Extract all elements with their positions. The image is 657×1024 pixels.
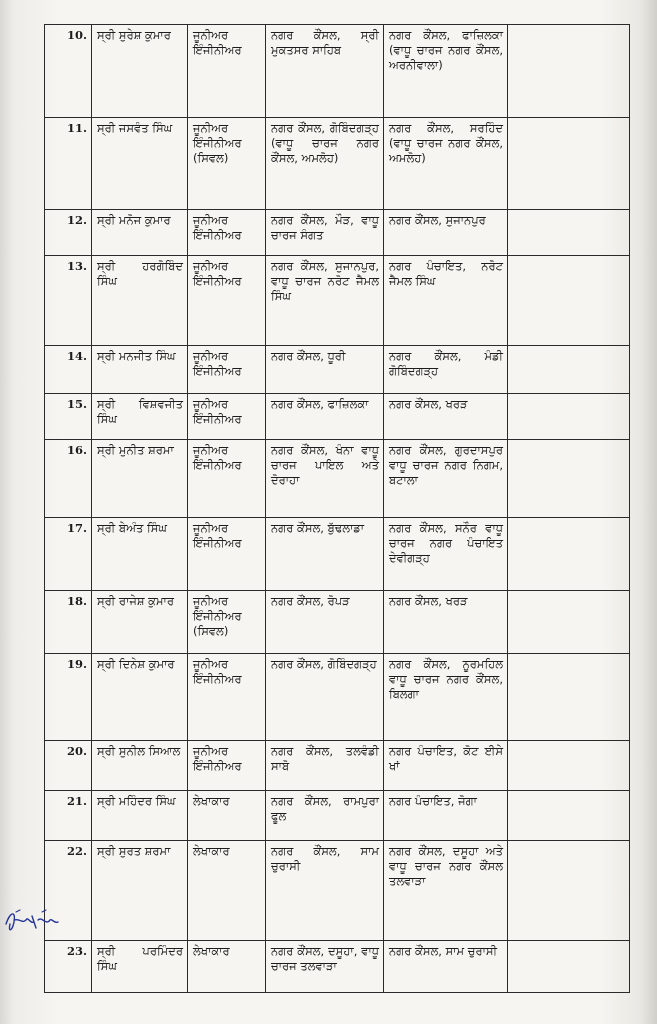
table-row: [45, 654, 630, 741]
officer-name: ਸ੍ਰੀ ਮੁਨੀਤ ਸ਼ਰਮਾ: [92, 440, 188, 518]
table-row: [45, 741, 630, 791]
table-row: [45, 440, 630, 518]
remarks-cell: [508, 841, 630, 941]
current-posting: ਨਗਰ ਕੌਂਸਲ, ਮੌੜ, ਵਾਧੂ ਚਾਰਜ ਸੰਗਤ: [266, 210, 384, 256]
serial-number: 10.: [45, 25, 92, 118]
officer-name: ਸ੍ਰੀ ਮਹਿੰਦਰ ਸਿੰਘ: [92, 791, 188, 841]
designation: ਲੇਖਾਕਾਰ: [188, 791, 266, 841]
designation: ਜੂਨੀਅਰ ਇੰਜੀਨੀਅਰ: [188, 256, 266, 346]
new-posting: ਨਗਰ ਕੌਂਸਲ, ਸਾਮ ਚੁਰਾਸੀ: [384, 941, 508, 993]
current-posting: ਨਗਰ ਕੌਂਸਲ, ਰੋਪੜ: [266, 591, 384, 654]
new-posting: ਨਗਰ ਕੌਂਸਲ, ਮੰਡੀ ਗੋਬਿੰਦਗੜ੍ਹ: [384, 346, 508, 394]
officer-name: ਸ੍ਰੀ ਸੁਰਤ ਸ਼ਰਮਾ: [92, 841, 188, 941]
designation: ਜੂਨੀਅਰ ਇੰਜੀਨੀਅਰ (ਸਿਵਲ): [188, 591, 266, 654]
designation: ਜੂਨੀਅਰ ਇੰਜੀਨੀਅਰ: [188, 25, 266, 118]
serial-number: 11.: [45, 118, 92, 210]
new-posting: ਨਗਰ ਕੌਂਸਲ, ਨੂਰਮਹਿਲ ਵਾਧੂ ਚਾਰਜ ਨਗਰ ਕੌਂਸਲ, ਬਿਲਗਾ: [384, 654, 508, 741]
officer-name: ਸ੍ਰੀ ਮਨੋਜ ਕੁਮਾਰ: [92, 210, 188, 256]
officer-name: ਸ੍ਰੀ ਰਾਜੇਸ਼ ਕੁਮਾਰ: [92, 591, 188, 654]
remarks-cell: [508, 346, 630, 394]
table-row: [45, 791, 630, 841]
officer-name: ਸ੍ਰੀ ਦਿਨੇਸ਼ ਕੁਮਾਰ: [92, 654, 188, 741]
handwritten-signature: [2, 902, 62, 942]
current-posting: ਨਗਰ ਕੌਂਸਲ, ਸ੍ਰੀ ਮੁਕਤਸਰ ਸਾਹਿਬ: [266, 25, 384, 118]
new-posting: ਨਗਰ ਕੌਂਸਲ, ਫਾਜ਼ਿਲਕਾ (ਵਾਧੂ ਚਾਰਜ ਨਗਰ ਕੌਂਸਲ, ਅਰਨੀਵਾਲਾ): [384, 25, 508, 118]
remarks-cell: [508, 941, 630, 993]
remarks-cell: [508, 25, 630, 118]
serial-number: 18.: [45, 591, 92, 654]
serial-number: 15.: [45, 394, 92, 440]
current-posting: ਨਗਰ ਕੌਂਸਲ, ਗੋਬਿੰਦਗੜ੍ਹ: [266, 654, 384, 741]
current-posting: ਨਗਰ ਕੌਂਸਲ, ਸੁਜਾਨਪੁਰ, ਵਾਧੂ ਚਾਰਜ ਨਰੋਟ ਜੈਮਲ ਸਿੰਘ: [266, 256, 384, 346]
designation: ਜੂਨੀਅਰ ਇੰਜੀਨੀਅਰ: [188, 741, 266, 791]
serial-number: 14.: [45, 346, 92, 394]
current-posting: ਨਗਰ ਕੌਂਸਲ, ਰਾਮਪੁਰਾ ਫੂਲ: [266, 791, 384, 841]
serial-number: 20.: [45, 741, 92, 791]
remarks-cell: [508, 654, 630, 741]
remarks-cell: [508, 741, 630, 791]
new-posting: ਨਗਰ ਕੌਂਸਲ, ਸੁਜਾਨਪੁਰ: [384, 210, 508, 256]
current-posting: ਨਗਰ ਕੌਂਸਲ, ਤਲਵੰਡੀ ਸਾਬੋ: [266, 741, 384, 791]
table-row: [45, 256, 630, 346]
designation: ਜੂਨੀਅਰ ਇੰਜੀਨੀਅਰ: [188, 440, 266, 518]
new-posting: ਨਗਰ ਕੌਂਸਲ, ਖਰੜ: [384, 394, 508, 440]
current-posting: ਨਗਰ ਕੌਂਸਲ, ਖੰਨਾ ਵਾਧੂ ਚਾਰਜ ਪਾਇਲ ਅਤੇ ਦੋਰਾਹਾ: [266, 440, 384, 518]
table-row: [45, 25, 630, 118]
designation: ਜੂਨੀਅਰ ਇੰਜੀਨੀਅਰ: [188, 210, 266, 256]
officer-name: ਸ੍ਰੀ ਪਰਮਿੰਦਰ ਸਿੰਘ: [92, 941, 188, 993]
remarks-cell: [508, 791, 630, 841]
designation: ਜੂਨੀਅਰ ਇੰਜੀਨੀਅਰ: [188, 654, 266, 741]
serial-number: 12.: [45, 210, 92, 256]
remarks-cell: [508, 118, 630, 210]
designation: ਜੂਨੀਅਰ ਇੰਜੀਨੀਅਰ (ਸਿਵਲ): [188, 118, 266, 210]
table-row: [45, 394, 630, 440]
officer-name: ਸ੍ਰੀ ਜਸਵੰਤ ਸਿੰਘ: [92, 118, 188, 210]
current-posting: ਨਗਰ ਕੌਂਸਲ, ਧੂਰੀ: [266, 346, 384, 394]
officer-name: ਸ੍ਰੀ ਬੇਅੰਤ ਸਿੰਘ: [92, 518, 188, 591]
designation: ਲੇਖਾਕਾਰ: [188, 841, 266, 941]
table-row: [45, 518, 630, 591]
table-row: [45, 346, 630, 394]
serial-number: 13.: [45, 256, 92, 346]
officer-name: ਸ੍ਰੀ ਸੁਰੇਸ਼ ਕੁਮਾਰ: [92, 25, 188, 118]
designation: ਜੂਨੀਅਰ ਇੰਜੀਨੀਅਰ: [188, 518, 266, 591]
remarks-cell: [508, 394, 630, 440]
table-row: [45, 210, 630, 256]
new-posting: ਨਗਰ ਕੌਂਸਲ, ਸਨੌਰ ਵਾਧੂ ਚਾਰਜ ਨਗਰ ਪੰਚਾਇਤ ਦੇਵੀਗੜ੍ਹ: [384, 518, 508, 591]
remarks-cell: [508, 591, 630, 654]
serial-number: 22.: [45, 841, 92, 941]
remarks-cell: [508, 210, 630, 256]
serial-number: 21.: [45, 791, 92, 841]
officer-name: ਸ੍ਰੀ ਹਰਗੋਬਿੰਦ ਸਿੰਘ: [92, 256, 188, 346]
new-posting: ਨਗਰ ਕੌਂਸਲ, ਦਸੂਹਾ ਅਤੇ ਵਾਧੂ ਚਾਰਜ ਨਗਰ ਕੌਂਸਲ ਤਲਵਾੜਾ: [384, 841, 508, 941]
serial-number: 16.: [45, 440, 92, 518]
remarks-cell: [508, 256, 630, 346]
table-row: [45, 118, 630, 210]
new-posting: ਨਗਰ ਕੌਂਸਲ, ਖਰੜ: [384, 591, 508, 654]
table-row: [45, 591, 630, 654]
current-posting: ਨਗਰ ਕੌਂਸਲ, ਫਾਜ਼ਿਲਕਾ: [266, 394, 384, 440]
new-posting: ਨਗਰ ਕੌਂਸਲ, ਗੁਰਦਾਸਪੁਰ ਵਾਧੂ ਚਾਰਜ ਨਗਰ ਨਿਗਮ, ਬਟਾਲਾ: [384, 440, 508, 518]
current-posting: ਨਗਰ ਕੌਂਸਲ, ਸਾਮ ਚੁਰਾਸੀ: [266, 841, 384, 941]
serial-number: 17.: [45, 518, 92, 591]
new-posting: ਨਗਰ ਪੰਚਾਇਤ, ਕੋਟ ਈਸੇ ਖਾਂ: [384, 741, 508, 791]
current-posting: ਨਗਰ ਕੌਂਸਲ, ਗੋਬਿੰਦਗੜ੍ਹ (ਵਾਧੂ ਚਾਰਜ ਨਗਰ ਕੌਂਸਲ, ਅਮਲੋਹ): [266, 118, 384, 210]
officer-name: ਸ੍ਰੀ ਸੁਨੀਲ ਸਿਆਲ: [92, 741, 188, 791]
designation: ਜੂਨੀਅਰ ਇੰਜੀਨੀਅਰ: [188, 346, 266, 394]
current-posting: ਨਗਰ ਕੌਂਸਲ, ਬੁੱਢਲਾਡਾ: [266, 518, 384, 591]
serial-number: 23.: [45, 941, 92, 993]
remarks-cell: [508, 440, 630, 518]
new-posting: ਨਗਰ ਪੰਚਾਇਤ, ਨਰੋਟ ਜੈਮਲ ਸਿੰਘ: [384, 256, 508, 346]
table-row: [45, 941, 630, 993]
designation: ਜੂਨੀਅਰ ਇੰਜੀਨੀਅਰ: [188, 394, 266, 440]
new-posting: ਨਗਰ ਕੌਂਸਲ, ਸਰਹਿੰਦ (ਵਾਧੂ ਚਾਰਜ ਨਗਰ ਕੌਂਸਲ, ਅਮਲੋਹ): [384, 118, 508, 210]
serial-number: 19.: [45, 654, 92, 741]
transfer-table: [44, 24, 630, 993]
officer-name: ਸ੍ਰੀ ਮਨਜੀਤ ਸਿੰਘ: [92, 346, 188, 394]
table-row: [45, 841, 630, 941]
designation: ਲੇਖਾਕਾਰ: [188, 941, 266, 993]
new-posting: ਨਗਰ ਪੰਚਾਇਤ, ਜੋਗਾ: [384, 791, 508, 841]
officer-name: ਸ੍ਰੀ ਵਿਸ਼ਵਜੀਤ ਸਿੰਘ: [92, 394, 188, 440]
remarks-cell: [508, 518, 630, 591]
current-posting: ਨਗਰ ਕੌਂਸਲ, ਦਸੂਹਾ, ਵਾਧੂ ਚਾਰਜ ਤਲਵਾੜਾ: [266, 941, 384, 993]
